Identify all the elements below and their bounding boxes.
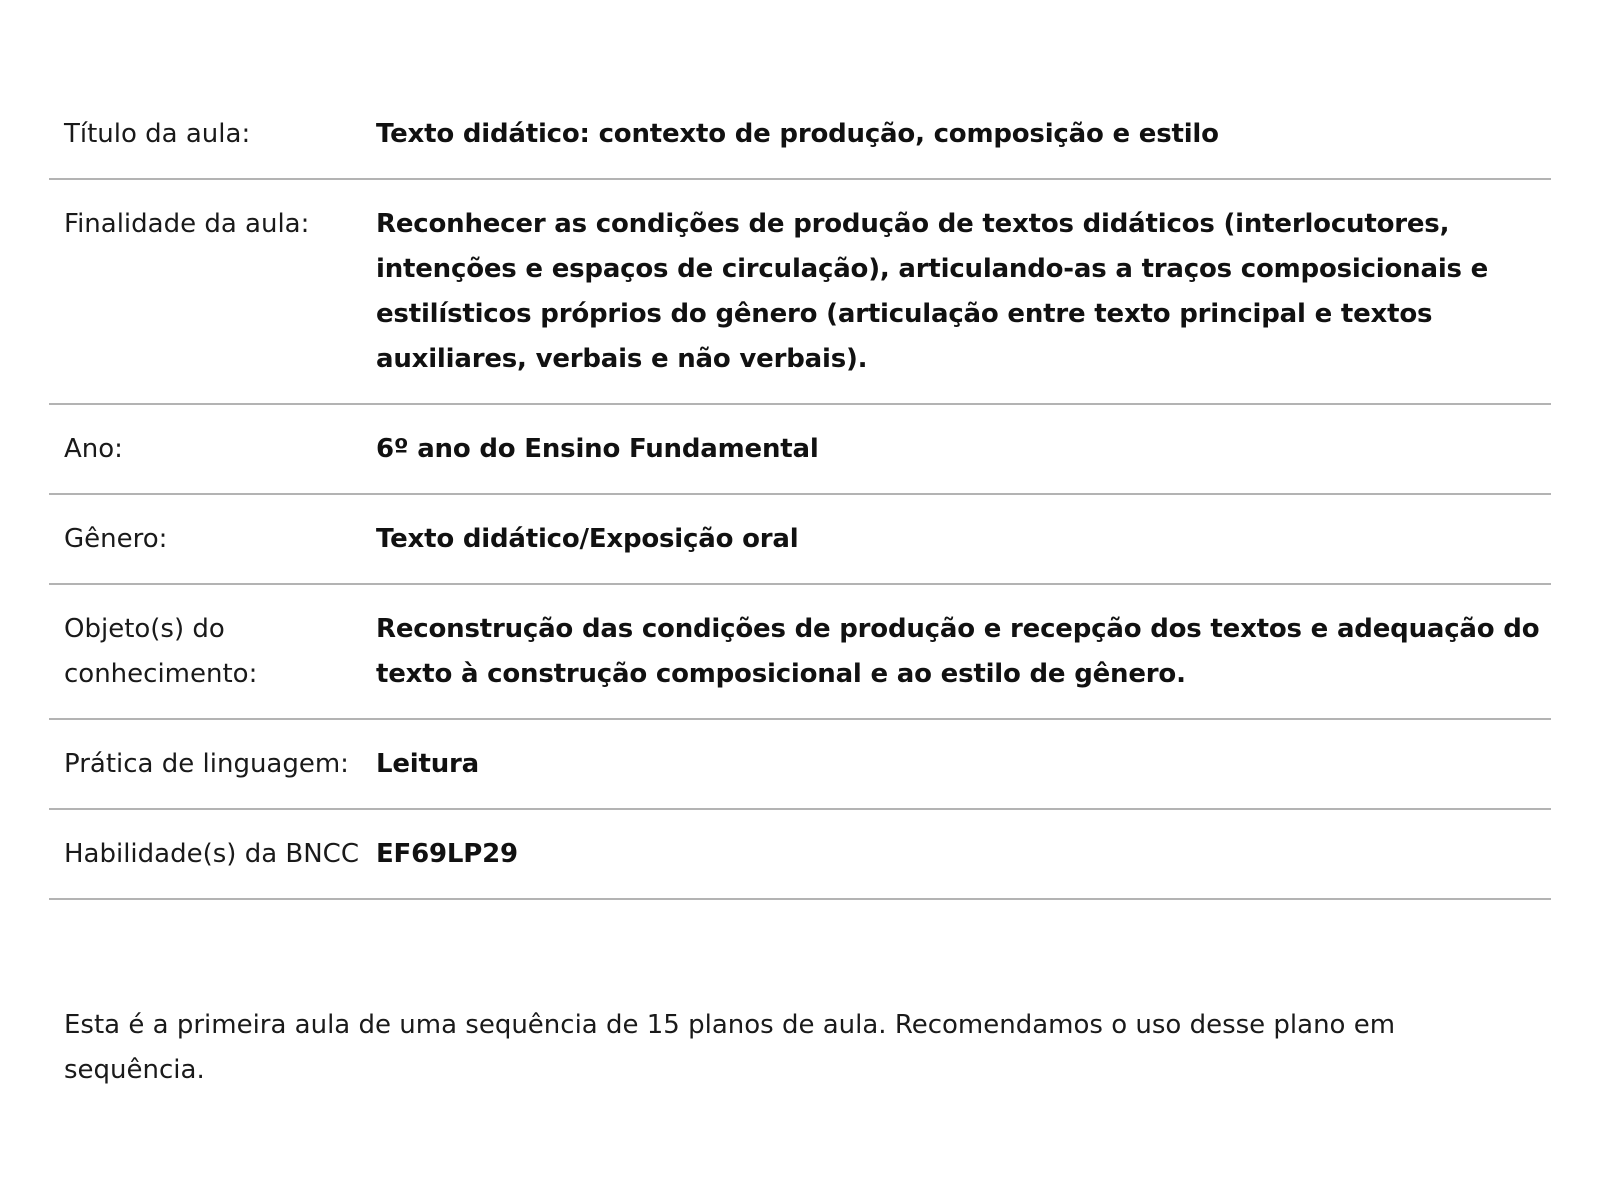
row-genero (49, 495, 1551, 585)
row-value: Leitura (376, 749, 480, 779)
row-ano (49, 405, 1551, 495)
row-value: Texto didático/Exposição oral (376, 524, 799, 554)
row-value: EF69LP29 (376, 839, 518, 869)
row-value: Reconhecer as condições de produção de textos didáticos (interlocutores, intenções e espaços de circulação), articulando-as a traços composicionais e estilísticos próprios do gênero (articulação entre texto principal e textos auxiliares, verbais e não verbais). (376, 209, 1489, 374)
row-value: 6º ano do Ensino Fundamental (376, 434, 819, 464)
lesson-info-table (49, 90, 1551, 900)
row-habilidades (49, 810, 1551, 900)
row-finalidade (49, 180, 1551, 405)
row-label: Prática de linguagem: (64, 749, 349, 779)
row-label: Gênero: (64, 524, 168, 554)
row-label: Habilidade(s) da BNCC (64, 839, 359, 869)
sequence-note: Esta é a primeira aula de uma sequência de 15 planos de aula. Recomendamos o uso desse plano em sequência. (64, 1010, 1396, 1085)
row-pratica (49, 720, 1551, 810)
row-label: Finalidade da aula: (64, 209, 310, 239)
row-titulo (49, 90, 1551, 180)
row-label: Objeto(s) do conhecimento: (64, 614, 258, 689)
row-label: Ano: (64, 434, 123, 464)
row-label: Título da aula: (64, 119, 251, 149)
row-value: Reconstrução das condições de produção e recepção dos textos e adequação do texto à construção composicional e ao estilo de gênero. (376, 614, 1540, 689)
row-objetos (49, 585, 1551, 720)
row-value: Texto didático: contexto de produção, composição e estilo (376, 119, 1219, 149)
